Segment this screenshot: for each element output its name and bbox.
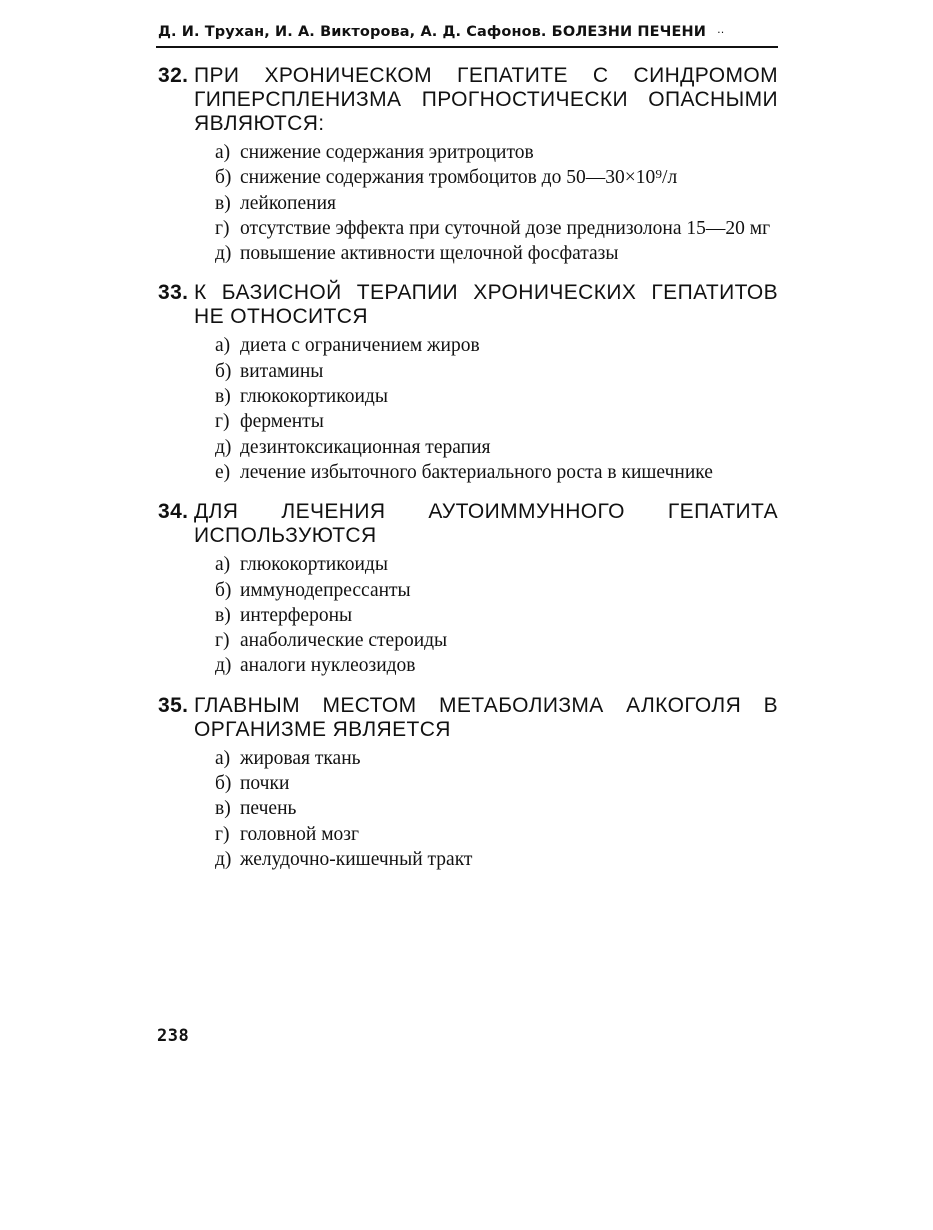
question-text: ДЛЯ ЛЕЧЕНИЯ АУТОИММУННОГО ГЕПАТИТА ИСПОЛЬЗУЮТСЯ bbox=[194, 500, 778, 548]
answer-options bbox=[158, 746, 778, 872]
header-rule bbox=[156, 46, 778, 48]
option-letter: в) bbox=[215, 386, 231, 408]
answer-option bbox=[215, 653, 778, 678]
answer-option bbox=[215, 241, 778, 266]
running-header bbox=[158, 24, 778, 40]
option-letter: б) bbox=[215, 167, 232, 189]
answer-option bbox=[215, 822, 778, 847]
question-title bbox=[158, 694, 778, 742]
option-letter: б) bbox=[215, 360, 232, 382]
answer-option bbox=[215, 628, 778, 653]
option-letter: д) bbox=[215, 848, 232, 870]
page-number: 238 bbox=[157, 1026, 190, 1046]
answer-options bbox=[158, 333, 778, 485]
option-letter: г) bbox=[215, 217, 230, 239]
option-letter: д) bbox=[215, 655, 232, 677]
option-text: отсутствие эффекта при суточной дозе преднизолона 15—20 мг bbox=[240, 217, 771, 239]
option-letter: г) bbox=[215, 630, 230, 652]
option-text: лечение избыточного бактериального роста в кишечнике bbox=[240, 461, 713, 483]
option-text: снижение содержания эритроцитов bbox=[240, 142, 534, 163]
option-letter: в) bbox=[215, 604, 231, 626]
question-title bbox=[158, 64, 778, 136]
question-text: ПРИ ХРОНИЧЕСКОМ ГЕПАТИТЕ С СИНДРОМОМ ГИПЕРСПЛЕНИЗМА ПРОГНОСТИЧЕСКИ ОПАСНЫМИ ЯВЛЯЮТСЯ: bbox=[194, 64, 778, 135]
option-text: глюкокортикоиды bbox=[240, 386, 388, 408]
option-text: головной мозг bbox=[240, 823, 359, 845]
option-text: дезинтоксикационная терапия bbox=[240, 436, 491, 458]
question-34 bbox=[158, 500, 778, 678]
option-letter: д) bbox=[215, 243, 232, 265]
header-mark: ·· bbox=[717, 26, 725, 39]
question-title bbox=[158, 500, 778, 548]
option-text: лейкопения bbox=[240, 192, 336, 214]
answer-option bbox=[215, 771, 778, 796]
option-letter: б) bbox=[215, 579, 232, 601]
question-number: 32. bbox=[158, 64, 189, 87]
question-number: 35. bbox=[158, 693, 189, 717]
answer-option bbox=[215, 435, 778, 460]
option-text: печень bbox=[240, 798, 297, 820]
option-letter: б) bbox=[215, 773, 232, 795]
answer-option bbox=[215, 165, 778, 190]
answer-option bbox=[215, 796, 778, 821]
option-text: почки bbox=[240, 773, 290, 795]
option-text: глюкокортикоиды bbox=[240, 554, 388, 576]
answer-option bbox=[215, 140, 778, 165]
answer-option bbox=[215, 216, 778, 241]
answer-option bbox=[215, 603, 778, 628]
option-letter: г) bbox=[215, 823, 230, 845]
answer-option bbox=[215, 409, 778, 434]
question-title bbox=[158, 281, 778, 329]
answer-option bbox=[215, 333, 778, 358]
question-number: 33. bbox=[158, 281, 189, 305]
option-letter: в) bbox=[215, 192, 231, 214]
option-letter: а) bbox=[215, 335, 231, 357]
option-text: иммунодепрессанты bbox=[240, 579, 411, 601]
answer-option bbox=[215, 847, 778, 872]
option-text: желудочно-кишечный тракт bbox=[240, 848, 473, 870]
option-letter: а) bbox=[215, 142, 231, 163]
option-text: повышение активности щелочной фосфатазы bbox=[240, 243, 619, 265]
option-text: ферменты bbox=[240, 411, 324, 433]
option-letter: е) bbox=[215, 461, 231, 483]
answer-option bbox=[215, 460, 778, 485]
option-letter: а) bbox=[215, 554, 231, 576]
question-35 bbox=[158, 694, 778, 872]
option-text: аналоги нуклеозидов bbox=[240, 655, 416, 677]
answer-options bbox=[158, 552, 778, 678]
answer-option bbox=[215, 578, 778, 603]
option-text: витамины bbox=[240, 360, 324, 382]
answer-options bbox=[158, 140, 778, 266]
question-list bbox=[158, 64, 778, 887]
option-text: снижение содержания тромбоцитов до 50—30×10⁹/л bbox=[240, 167, 678, 189]
option-text: анаболические стероиды bbox=[240, 630, 448, 652]
option-letter: в) bbox=[215, 798, 231, 820]
running-title: Д. И. Трухан, И. А. Викторова, А. Д. Сафонов. БОЛЕЗНИ ПЕЧЕНИ bbox=[158, 24, 706, 40]
option-letter: д) bbox=[215, 436, 232, 458]
answer-option bbox=[215, 746, 778, 771]
option-text: диета с ограничением жиров bbox=[240, 335, 480, 357]
option-text: интерфероны bbox=[240, 604, 353, 626]
answer-option bbox=[215, 384, 778, 409]
answer-option bbox=[215, 359, 778, 384]
question-32 bbox=[158, 64, 778, 266]
question-text: К БАЗИСНОЙ ТЕРАПИИ ХРОНИЧЕСКИХ ГЕПАТИТОВ НЕ ОТНОСИТСЯ bbox=[194, 281, 778, 329]
question-number: 34. bbox=[158, 500, 189, 524]
question-33 bbox=[158, 281, 778, 485]
answer-option bbox=[215, 191, 778, 216]
option-letter: а) bbox=[215, 747, 231, 769]
answer-option bbox=[215, 552, 778, 577]
option-letter: г) bbox=[215, 411, 230, 433]
option-text: жировая ткань bbox=[240, 747, 361, 769]
question-text: ГЛАВНЫМ МЕСТОМ МЕТАБОЛИЗМА АЛКОГОЛЯ В ОРГАНИЗМЕ ЯВЛЯЕТСЯ bbox=[194, 693, 778, 741]
